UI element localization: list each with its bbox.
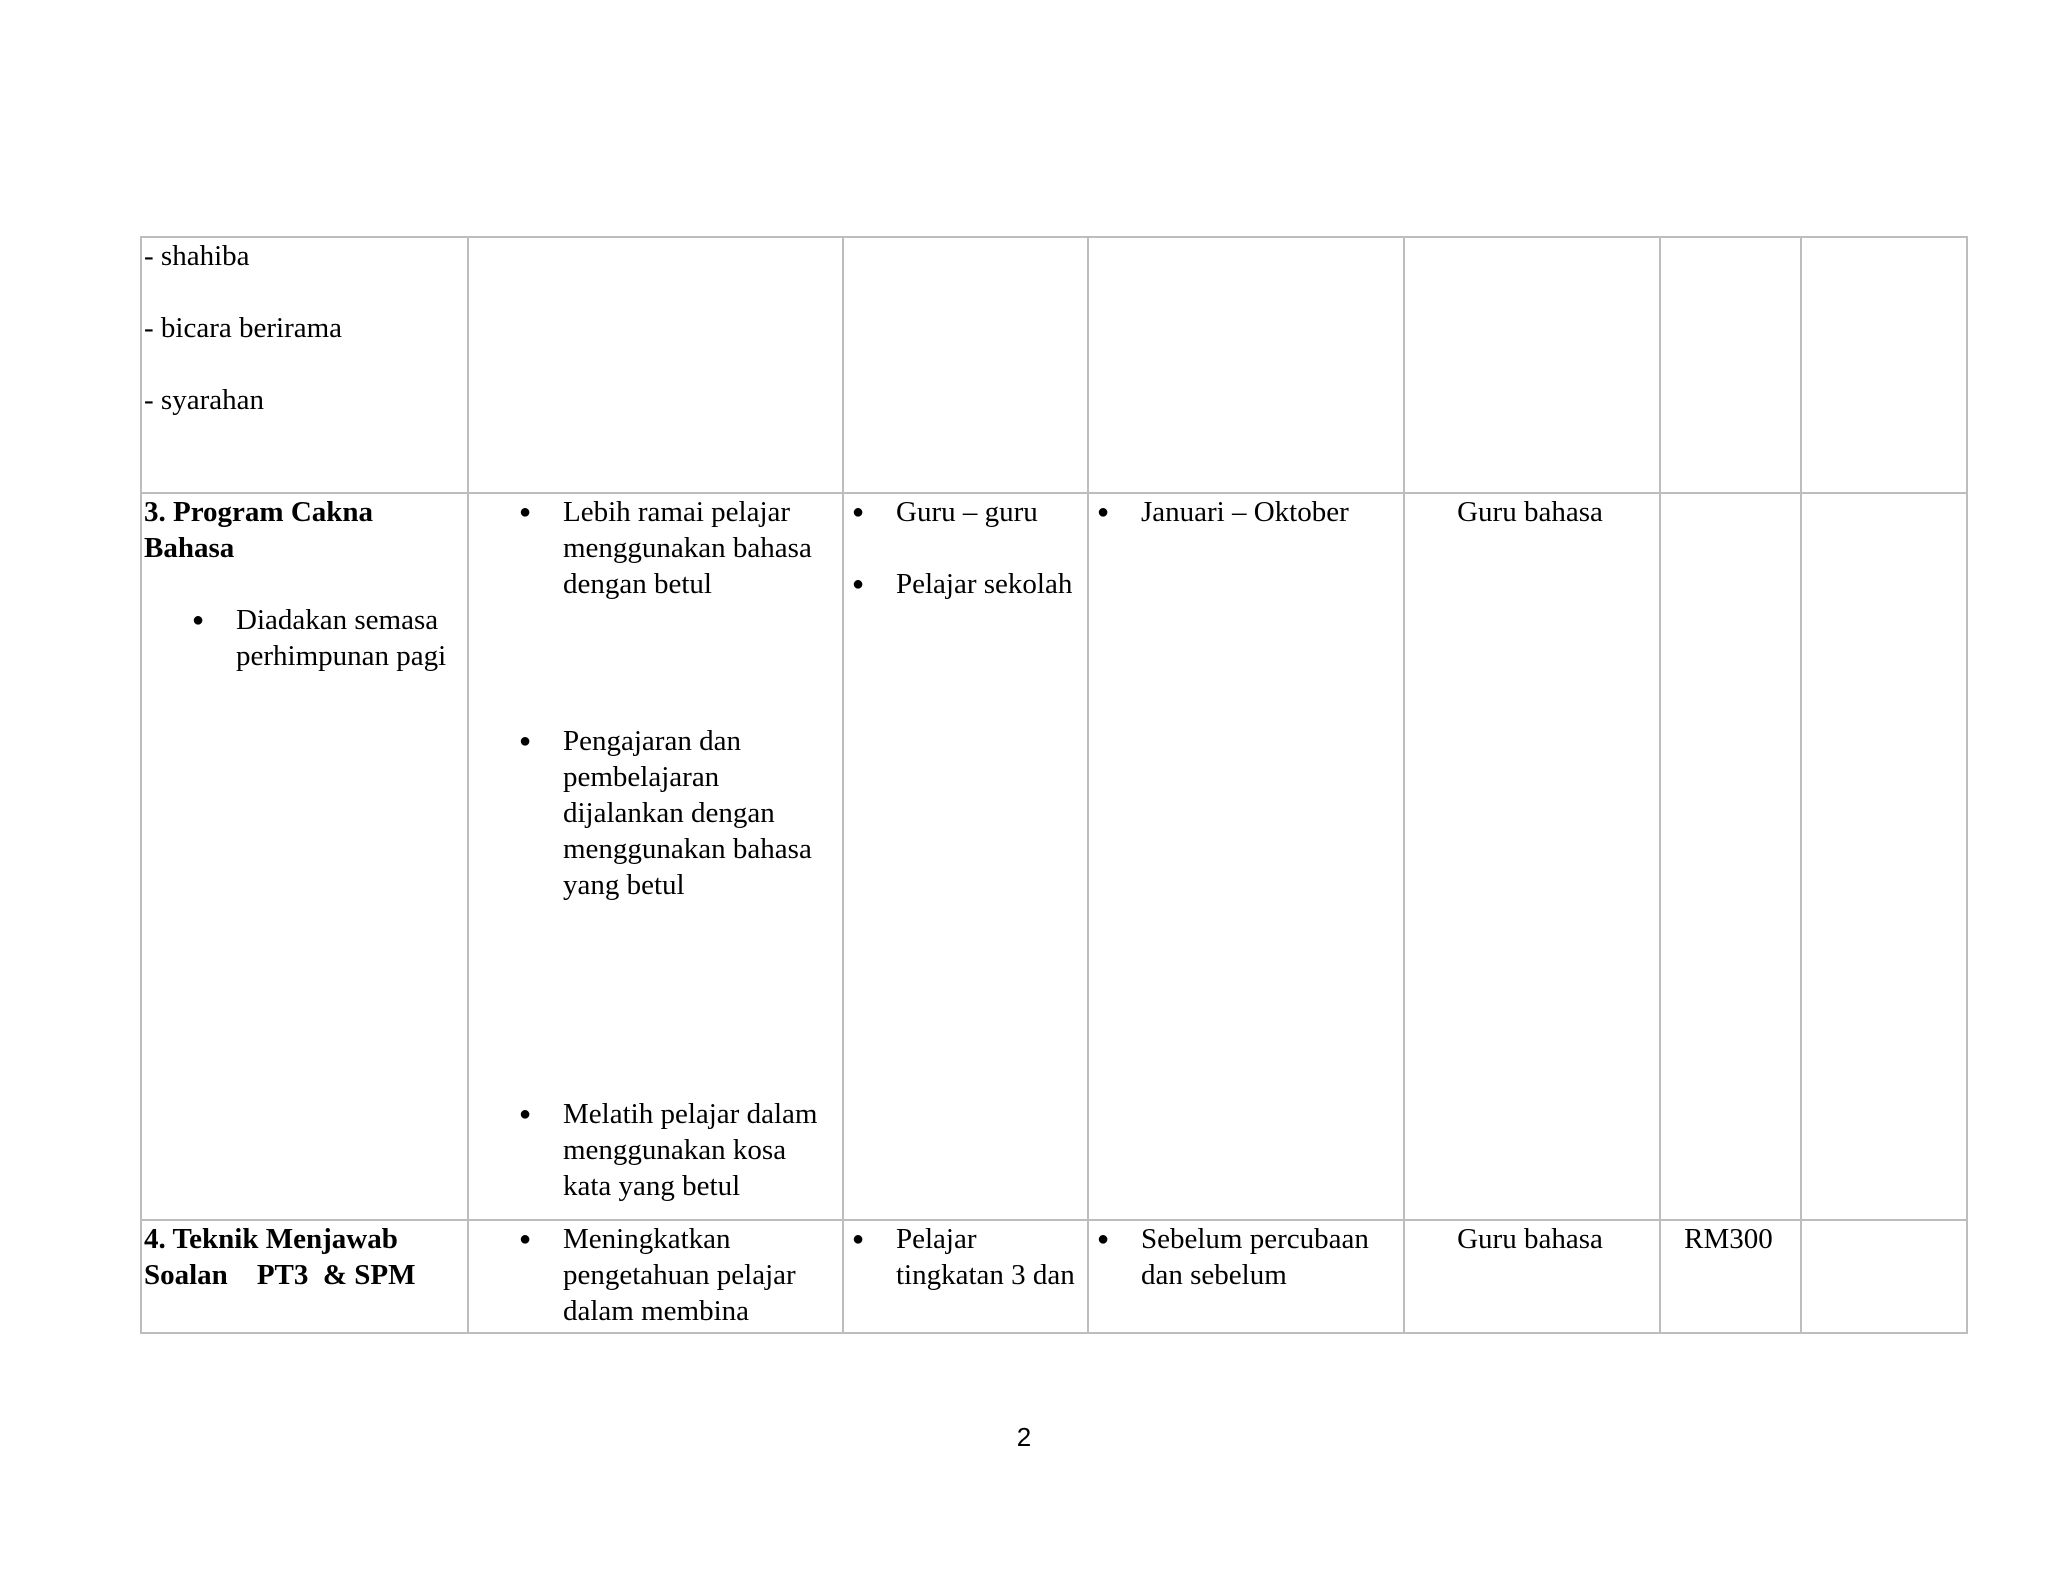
target-cell [843,493,1088,1220]
list-item: ● Pelajar sekolah [852,568,1073,600]
remarks-cell [1801,1220,1967,1333]
target-cell [843,1220,1088,1333]
activity-cell [141,493,468,1220]
list-item: ● Januari – Oktober [1097,496,1349,528]
person-cell: Guru bahasa [1404,493,1660,1220]
program-title: 3. Program Cakna [144,496,374,528]
program-table [140,236,1968,1334]
bullet-icon: ● [519,730,532,752]
table-row [141,1220,1967,1333]
remarks-cell [1801,493,1967,1220]
person-cell: Guru bahasa [1404,1220,1660,1333]
bullet-icon: ● [192,609,205,631]
bullet-icon: ● [519,1228,532,1250]
program-title-cont: Bahasa [144,532,235,564]
program-title: 4. Teknik Menjawab [144,1223,398,1255]
activity-cell [141,1220,468,1333]
cost-cell [1660,493,1801,1220]
objective-cell [468,1220,843,1333]
list-item: ● Pelajar tingkatan 3 dan [852,1223,1075,1291]
bullet-icon: ● [852,501,865,523]
bullet-icon: ● [1097,501,1110,523]
bullet-icon: ● [1097,1228,1110,1250]
list-item: ● Sebelum percubaan dan sebelum [1097,1223,1369,1291]
bullet-icon: ● [519,1103,532,1125]
target-cell [843,237,1088,493]
program-title-cont: Soalan PT3 & SPM [144,1259,416,1291]
activity-cell [141,237,468,493]
bullet-icon: ● [852,573,865,595]
cost-cell: RM300 [1660,1220,1801,1333]
list-item: ● Melatih pelajar dalam menggunakan kosa kata yang betul [519,1098,818,1202]
bullet-icon: ● [852,1228,865,1250]
time-cell [1088,493,1404,1220]
person-cell [1404,237,1660,493]
activity-subitem: - syarahan [144,384,264,416]
objective-cell [468,237,843,493]
list-item: ● Lebih ramai pelajar menggunakan bahasa dengan betul [519,496,812,600]
time-cell [1088,237,1404,493]
list-item: ● Meningkatkan pengetahuan pelajar dalam membina [519,1223,796,1327]
activity-subitem: - shahiba [144,240,250,272]
objective-cell [468,493,843,1220]
bullet-icon: ● [519,501,532,523]
cost-cell [1660,237,1801,493]
page-number: 2 [1016,1422,1032,1452]
time-cell [1088,1220,1404,1333]
table-row [141,493,1967,1220]
list-item: ● Diadakan semasa perhimpunan pagi [192,604,447,672]
list-item: ● Pengajaran dan pembelajaran dijalankan dengan menggunakan bahasa yang betul [519,725,812,901]
activity-subitem: - bicara berirama [144,312,343,344]
remarks-cell [1801,237,1967,493]
list-item: ● Guru – guru [852,496,1038,528]
table-row [141,237,1967,493]
